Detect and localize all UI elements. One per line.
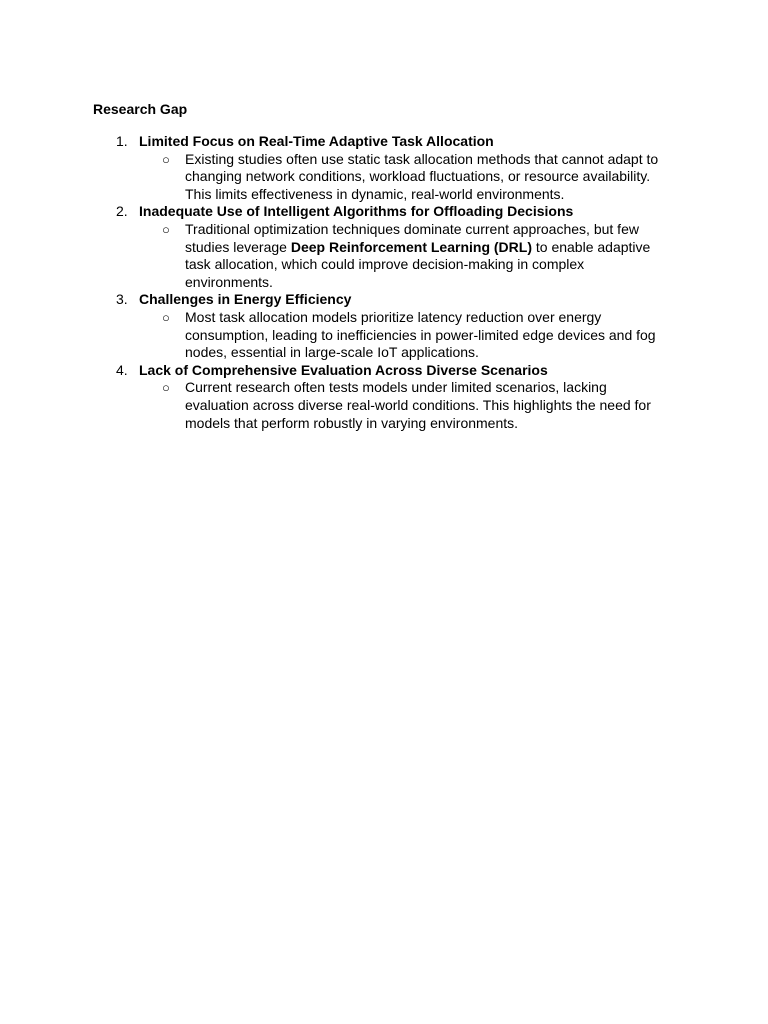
text-line: nodes, essential in large-scale IoT applications. <box>185 344 479 361</box>
list-item <box>0 291 768 361</box>
list-item-title: Lack of Comprehensive Evaluation Across Diverse Scenarios <box>139 361 548 378</box>
sub-bullet <box>0 379 768 432</box>
sub-bullet-text <box>185 379 675 432</box>
research-gap-list <box>0 133 768 432</box>
list-item-header <box>0 133 768 151</box>
emphasized-term: Deep Reinforcement Learning (DRL) <box>290 238 532 255</box>
sub-bullet-text <box>185 151 675 204</box>
list-item-title: Limited Focus on Real-Time Adaptive Task Allocation <box>139 133 494 149</box>
list-item-header <box>0 362 768 380</box>
sub-bullet-text <box>185 309 675 362</box>
list-item-title: Challenges in Energy Efficiency <box>139 291 352 308</box>
text-line: Current research often tests models under limited scenarios, lacking <box>185 379 607 396</box>
sub-bullet-text <box>185 221 675 291</box>
text-line: environments. <box>185 273 273 290</box>
text-line: Existing studies often use static task allocation methods that cannot adapt to <box>185 150 659 167</box>
text-line: Most task allocation models prioritize latency reduction over energy <box>185 308 602 325</box>
hollow-circle-bullet-icon: ○ <box>162 380 170 396</box>
list-item-header <box>0 203 768 221</box>
text-line: changing network conditions, workload fluctuations, or resource availability. <box>185 168 651 185</box>
list-item-number: 2. <box>116 203 128 220</box>
section-heading: Research Gap <box>93 101 188 117</box>
list-item-number: 4. <box>116 361 128 378</box>
sub-bullet <box>0 221 768 291</box>
text-line: models that perform robustly in varying environments. <box>185 414 519 431</box>
text-line: consumption, leading to inefficiencies in power-limited edge devices and fog <box>185 326 656 343</box>
list-item-number: 3. <box>116 291 128 308</box>
text-run: studies leverage <box>185 238 291 255</box>
hollow-circle-bullet-icon: ○ <box>162 151 170 167</box>
text-line <box>185 239 675 257</box>
sub-bullet <box>0 309 768 362</box>
list-item <box>0 362 768 432</box>
list-item-header <box>0 291 768 309</box>
text-line: Traditional optimization techniques dominate current approaches, but few <box>185 220 639 237</box>
text-line: This limits effectiveness in dynamic, real-world environments. <box>185 185 565 202</box>
hollow-circle-bullet-icon: ○ <box>162 309 170 325</box>
text-run: to enable adaptive <box>531 238 651 255</box>
text-line: evaluation across diverse real-world conditions. This highlights the need for <box>185 396 651 413</box>
sub-bullet <box>0 151 768 204</box>
hollow-circle-bullet-icon: ○ <box>162 221 170 237</box>
list-item <box>0 203 768 291</box>
list-item-number: 1. <box>116 133 128 149</box>
text-line: task allocation, which could improve decision-making in complex <box>185 256 585 273</box>
list-item <box>0 133 768 203</box>
list-item-title: Inadequate Use of Intelligent Algorithms for Offloading Decisions <box>139 203 574 220</box>
